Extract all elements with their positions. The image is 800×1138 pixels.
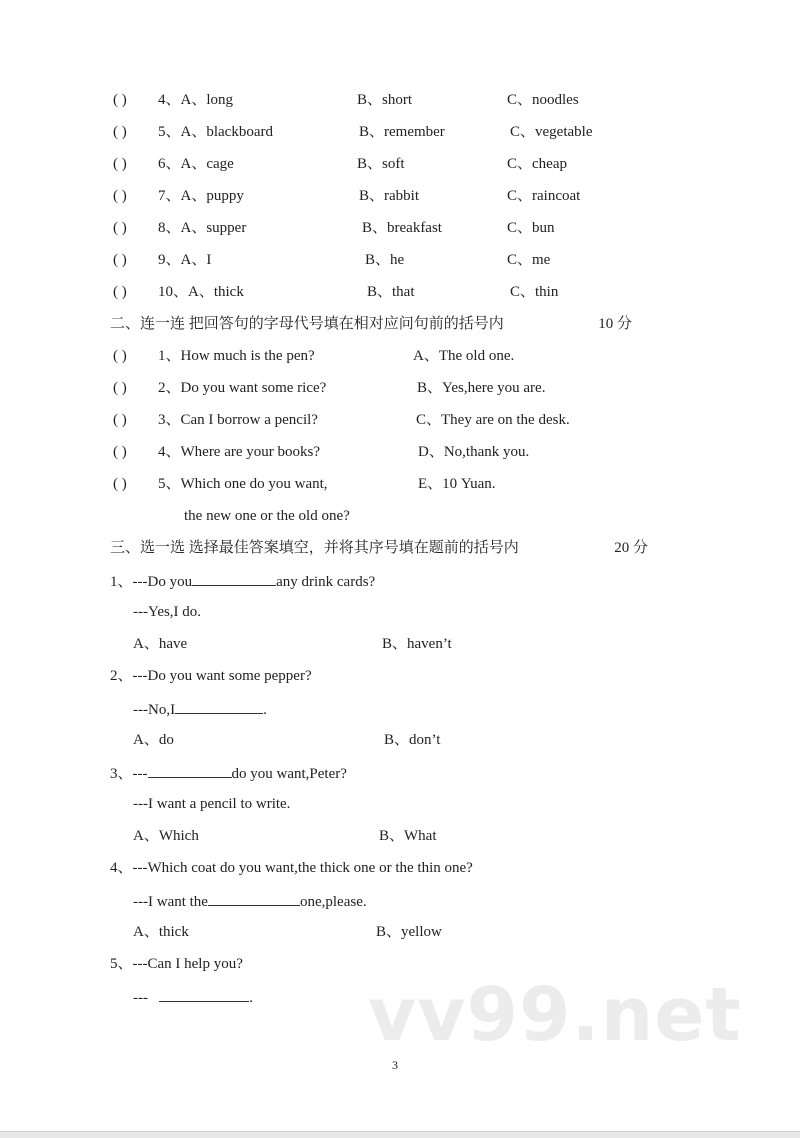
section-heading: 三、选一选 选择最佳答案填空，并将其序号填在题前的括号内 [110,540,519,556]
question-text: 5、Which one do you want, [158,476,328,492]
fill-blank[interactable] [159,987,249,1002]
answer-option: B、Yes,here you are. [417,380,546,396]
option-c: C、noodles [507,92,579,108]
question-item: 7、A、puppy [158,188,244,204]
section-heading: 二、连一连 把回答句的字母代号填在相对应问句前的括号内 [110,316,504,332]
option-c: C、vegetable [510,124,593,140]
answer-option: E、10 Yuan. [418,476,496,492]
question-5: 5、---Can I help you? [110,956,243,972]
option-b: B、short [357,92,413,108]
option-b: B、don’t [384,732,441,748]
question-item: 6、A、cage [158,156,234,172]
fill-blank[interactable] [148,763,232,778]
fill-blank[interactable] [208,891,300,906]
option-c: C、bun [507,220,555,236]
question-item: 4、A、long [158,92,234,108]
section-heading-row [110,315,632,333]
question-4: 4、---Which coat do you want,the thick one or the thin one? [110,860,473,876]
answer-paren[interactable]: ( ) [113,348,127,364]
option-b: B、soft [357,156,405,172]
question-text: 2、Do you want some rice? [158,380,327,396]
option-c: C、me [507,252,551,268]
option-b: B、rabbit [359,188,419,204]
answer-paren[interactable]: ( ) [113,92,127,108]
answer-paren[interactable]: ( ) [113,124,127,140]
option-b: B、remember [359,124,445,140]
option-a: A、do [133,732,174,748]
answer-paren[interactable]: ( ) [113,380,127,396]
answer-paren[interactable]: ( ) [113,444,127,460]
answer-option: D、No,thank you. [418,444,530,460]
fill-blank[interactable] [192,571,276,586]
answer-paren[interactable]: ( ) [113,188,127,204]
question-text: 3、Can I borrow a pencil? [158,412,318,428]
option-c: C、cheap [507,156,567,172]
answer-paren[interactable]: ( ) [113,476,127,492]
answer-option: C、They are on the desk. [416,412,570,428]
question-item: 8、A、supper [158,220,247,236]
option-a: A、have [133,636,188,652]
reply-line: ---Yes,I do. [133,604,202,620]
reply-line: ---I want a pencil to write. [133,796,291,812]
reply-line: ---No,I . [133,699,267,719]
question-2: 2、---Do you want some pepper? [110,668,312,684]
fill-blank[interactable] [175,699,263,714]
reply-line: ---I want the one,please. [133,891,367,911]
question-item: 10、A、thick [158,284,244,300]
answer-paren[interactable]: ( ) [113,156,127,172]
question-text: 4、Where are your books? [158,444,321,460]
option-a: A、thick [133,924,189,940]
option-b: B、he [365,252,405,268]
answer-option: A、The old one. [413,348,515,364]
section-score: 20 分 [614,540,648,556]
question-item: 5、A、blackboard [158,124,273,140]
option-a: A、Which [133,828,199,844]
question-3: 3、--- do you want,Peter? [110,763,347,783]
answer-paren[interactable]: ( ) [113,284,127,300]
section-score: 10 分 [598,316,632,332]
answer-paren[interactable]: ( ) [113,220,127,236]
question-item: 9、A、I [158,252,212,268]
option-b: B、yellow [376,924,442,940]
watermark: vv99.net [368,972,742,1058]
answer-paren[interactable]: ( ) [113,412,127,428]
option-c: C、raincoat [507,188,581,204]
option-b: B、haven’t [382,636,452,652]
option-b: B、What [379,828,437,844]
section-heading-row [110,539,648,557]
reply-line: --- . [133,987,253,1007]
option-b: B、that [367,284,415,300]
question-text-continued: the new one or the old one? [184,508,350,524]
answer-paren[interactable]: ( ) [113,252,127,268]
option-c: C、thin [510,284,559,300]
page-number: 3 [392,1058,398,1072]
question-1: 1、---Do you any drink cards? [110,571,375,591]
question-text: 1、How much is the pen? [158,348,315,364]
option-b: B、breakfast [362,220,442,236]
